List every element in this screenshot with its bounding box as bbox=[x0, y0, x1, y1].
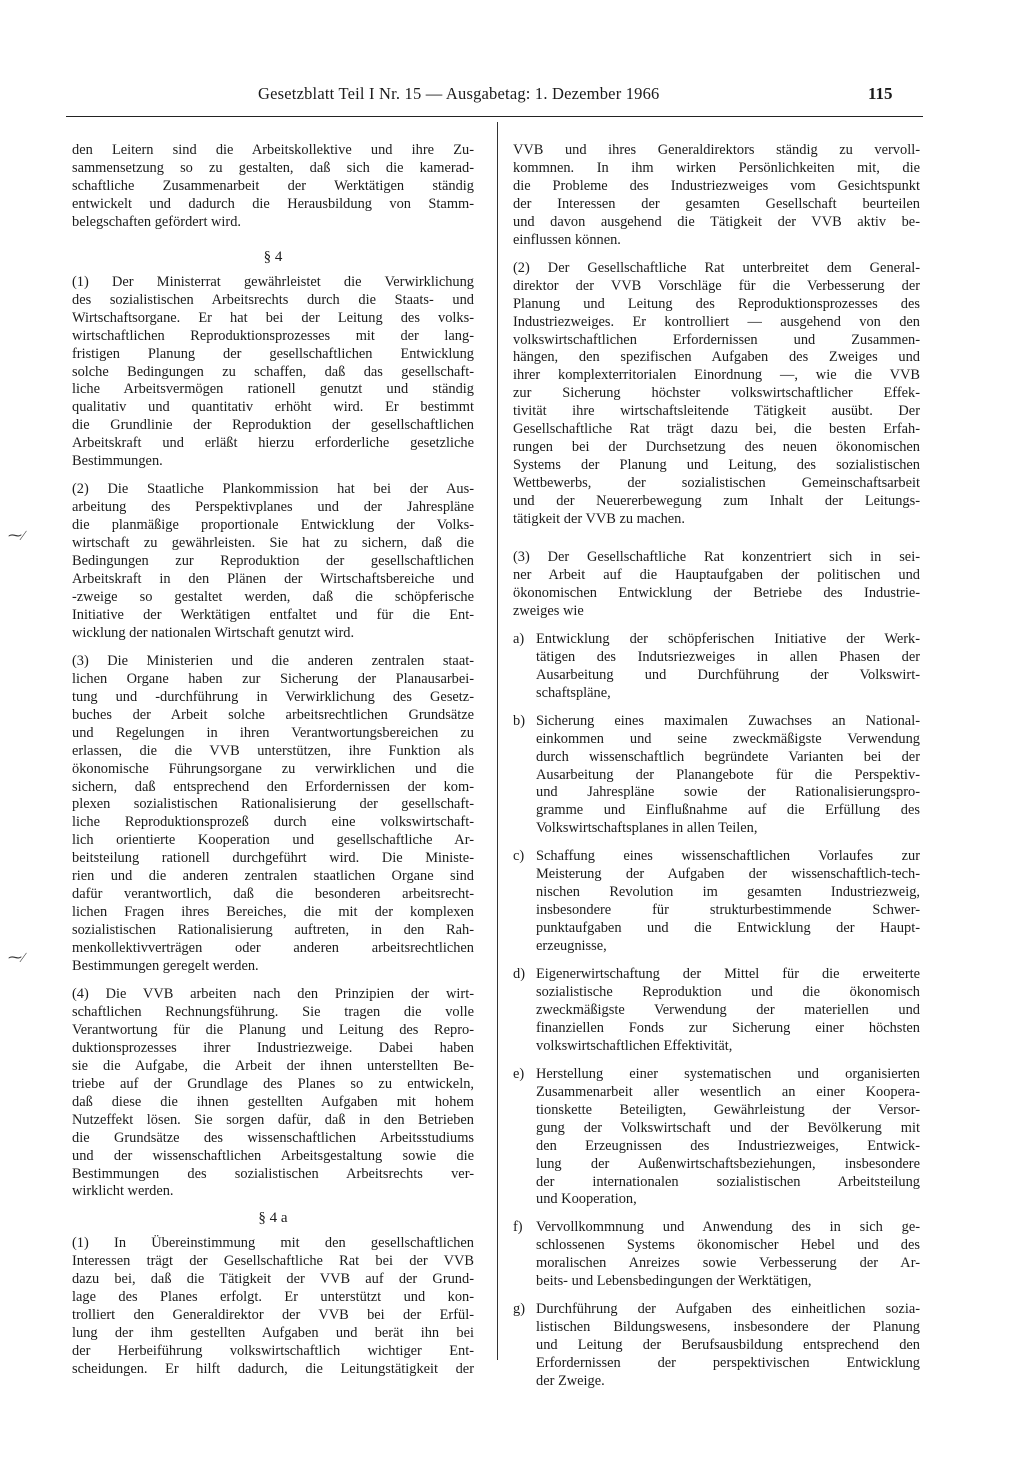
text-line: und Kooperation, bbox=[536, 1191, 637, 1208]
paragraph-4a-1-continued bbox=[513, 142, 920, 250]
text-line: direktor der VVB Vorschläge für die Verbesserung der bbox=[513, 277, 920, 294]
text-line: erlassen, die die VVB unterstützen, ihre Funktion als bbox=[72, 742, 474, 759]
paragraph-4a-2 bbox=[513, 260, 920, 529]
list-item bbox=[513, 1066, 920, 1210]
text-line: lichen Organe haben zur Sicherung der Planausarbei- bbox=[72, 670, 474, 687]
text-line: tung und -durchführung in Verwirklichung des Gesetz- bbox=[72, 688, 474, 705]
list-item bbox=[513, 1301, 920, 1391]
text-line: erzeugnisse, bbox=[536, 938, 607, 955]
text-line: lichen Fragen ihres Bereiches, die mit der komplexen bbox=[72, 904, 474, 921]
left-column bbox=[72, 142, 474, 1379]
text-line: rungen bei der Durchsetzung des neuen ökonomischen bbox=[513, 439, 920, 456]
text-line: dafür verantwortlich, daß die besonderen arbeitsrecht- bbox=[72, 886, 474, 903]
text-line: wirtschaft zu gewährleisten. Sie hat zu sichern, daß die bbox=[72, 535, 474, 552]
paragraph-4a-1 bbox=[72, 1235, 474, 1379]
text-line: gung der Volkswirtschaft und der Bevölkerung mit bbox=[536, 1119, 920, 1136]
text-line: Erfordernissen der perspektivischen Entwicklung bbox=[536, 1355, 920, 1372]
text-line: Bestimmungen des sozialistischen Arbeitsrechts ver- bbox=[72, 1165, 474, 1182]
text-line: Nutzeffekt lösen. Sie sorgen dafür, daß in den Betrieben bbox=[72, 1111, 474, 1128]
text-line: Herstellung einer systematischen und organisierten bbox=[536, 1065, 920, 1082]
text-line: und davon ausgehend die Tätigkeit der VVB aktiv be- bbox=[513, 213, 920, 230]
text-line: durch wissenschaftlich begründete Varianten bei der bbox=[536, 748, 920, 765]
list-item-label: g) bbox=[513, 1301, 525, 1318]
page-number: 115 bbox=[868, 84, 893, 103]
list-item-text bbox=[536, 848, 920, 956]
text-line: (1) Der Ministerrat gewährleistet die Verwirklichung bbox=[72, 273, 474, 290]
text-line: tionskette Beteiligten, Gewährleistung der Versor- bbox=[536, 1101, 920, 1118]
text-line: einflussen können. bbox=[513, 231, 621, 248]
text-line: zur Sicherung höchster volkswirtschaftlicher Effek- bbox=[513, 385, 920, 402]
text-line: der Herbeiführung volkswirtschaftlich wichtiger Ent- bbox=[72, 1343, 474, 1360]
list-item bbox=[513, 848, 920, 956]
text-line: ner Arbeit auf die Hauptaufgaben der politischen und bbox=[513, 566, 920, 583]
text-line: entwickelt und dadurch die Herausbildung von Stamm- bbox=[72, 195, 474, 212]
text-line: VVB und ihres Generaldirektors ständig zu vervoll- bbox=[513, 142, 920, 158]
text-line: Initiative der Werktätigen entfaltet und für die Ent- bbox=[72, 606, 474, 623]
right-column bbox=[513, 142, 920, 1391]
text-line: und der Neuererbewegung zum Inhalt der Leitungs- bbox=[513, 493, 920, 510]
text-line: einkommen und seine zweckmäßigste Verwendung bbox=[536, 730, 920, 747]
text-line: Ausarbeitung und Durchführung der Volkswirt- bbox=[536, 666, 920, 683]
header-rule bbox=[66, 116, 923, 117]
list-item-text bbox=[536, 713, 920, 839]
text-line: gramme und Einflußnahme auf die Erfüllung des bbox=[536, 802, 920, 819]
text-line: des sozialistischen Arbeitsrechts durch die Staats- und bbox=[72, 291, 474, 308]
text-line: tätigkeit der VVB zu machen. bbox=[513, 511, 685, 528]
text-line: plexen sozialistischen Rationalisierung der gesellschaft- bbox=[72, 796, 474, 813]
list-item-label: d) bbox=[513, 966, 525, 983]
list-item-text bbox=[536, 1066, 920, 1210]
text-line: Ausarbeitung der Planangebote für die Perspektiv- bbox=[536, 766, 920, 783]
list-item-label: e) bbox=[513, 1065, 525, 1082]
text-line: Bestimmungen. bbox=[72, 453, 163, 470]
list-item bbox=[513, 713, 920, 839]
text-line: Interessen trägt der Gesellschaftliche Rat bei der VVB bbox=[72, 1253, 474, 1270]
text-line: den Leitern sind die Arbeitskollektive und ihre Zu- bbox=[72, 142, 474, 158]
text-line: Vervollkommnung und Anwendung des in sich ge- bbox=[536, 1219, 920, 1236]
text-line: trolliert den Generaldirektor der VVB bei der Erfül- bbox=[72, 1307, 474, 1324]
text-line: Industriezweiges. Er kontrolliert — ausgehend von den bbox=[513, 313, 920, 330]
text-line: schaftspläne, bbox=[536, 684, 611, 701]
text-line: und der wissenschaftlichen Arbeitsgestaltung sowie die bbox=[72, 1147, 474, 1164]
text-line: (3) Die Ministerien und die anderen zentralen staat- bbox=[72, 652, 474, 669]
text-line: ökonomische Führungsorgane zu verwirklichen und die bbox=[72, 760, 474, 777]
text-line: (2) Die Staatliche Plankommission hat bei der Aus- bbox=[72, 481, 474, 498]
text-line: punktaufgaben und die Entwicklung der Haupt- bbox=[536, 920, 920, 937]
text-line: Bestimmungen geregelt werden. bbox=[72, 958, 259, 975]
paragraph-4a-3 bbox=[513, 549, 920, 621]
text-line: menkollektivverträgen oder anderen arbeitsrechtlichen bbox=[72, 940, 474, 957]
text-line: sammensetzung so zu gestalten, daß sich die kamerad- bbox=[72, 159, 474, 176]
text-line: -zweige so gestaltet werden, daß die schöpferische bbox=[72, 588, 474, 605]
text-line: (1) In Übereinstimmung mit den gesellschaftlichen bbox=[72, 1235, 474, 1252]
text-line: und Leitung der Berufsausbildung entsprechend den bbox=[536, 1337, 920, 1354]
text-line: tivität ihre wirtschaftsleitende Tätigkeit ausübt. Der bbox=[513, 403, 920, 420]
text-line: buches der Arbeit solche arbeitsrechtlichen Grundsätze bbox=[72, 706, 474, 723]
text-line: schaftliche Zusammenarbeit der Werktätigen ständig bbox=[72, 177, 474, 194]
text-line: qualitativ und quantitativ erhöht wird. Er bestimmt bbox=[72, 399, 474, 416]
text-line: arbeitung des Perspektivplanes und der Jahrespläne bbox=[72, 499, 474, 516]
text-line: lung der Außenwirtschaftsbeziehungen, insbesondere bbox=[536, 1155, 920, 1172]
text-line: die Grundlinie der Reproduktion der gesellschaftlichen bbox=[72, 417, 474, 434]
text-line: zweckmäßigste Verwendung der materiellen und bbox=[536, 1001, 920, 1018]
text-line: fristigen Planung der gesellschaftlichen Entwicklung bbox=[72, 345, 474, 362]
text-line: Arbeitskraft in den Plänen der Wirtschaftsbereiche und bbox=[72, 571, 474, 588]
column-divider bbox=[497, 122, 498, 1360]
text-line: Systems der Planung und Leitung, des sozialistischen bbox=[513, 457, 920, 474]
text-line: Meisterung der Aufgaben der wissenschaftlich-tech- bbox=[536, 866, 920, 883]
text-line: und Jahrespläne sowie der Rationalisierungspro- bbox=[536, 784, 920, 801]
paragraph-4-1 bbox=[72, 274, 474, 471]
list-item-label: c) bbox=[513, 848, 525, 865]
list-item-label: f) bbox=[513, 1219, 523, 1236]
text-line: moralischen Anreizes sowie Verbesserung der Ar- bbox=[536, 1255, 920, 1272]
section-heading-4a: § 4 a bbox=[258, 1210, 288, 1227]
text-line: finanziellen Fonds zur Sicherung einer höchsten bbox=[536, 1019, 920, 1036]
list-item-text bbox=[536, 631, 920, 703]
text-line: Wirtschaftsorgane. Er hat bei der Leitung des volks- bbox=[72, 309, 474, 326]
text-line: die Probleme des Industriezweiges vom Gesichtspunkt bbox=[513, 177, 920, 194]
paragraph-4-4 bbox=[72, 986, 474, 1201]
text-line: Wettbewerbs, der sozialistischen Gemeinschaftsarbeit bbox=[513, 475, 920, 492]
text-line: duktionsprozesses ihrer Industriezweige. Dabei haben bbox=[72, 1039, 474, 1056]
text-line: sozialistische Reproduktion und die ökonomisch bbox=[536, 983, 920, 1000]
text-line: belegschaften gefördert wird. bbox=[72, 213, 242, 230]
text-line: lich orientierte Kooperation und gesellschaftliche Ar- bbox=[72, 832, 474, 849]
intro-paragraph bbox=[72, 142, 474, 232]
text-line: nischen Revolution im gesamten Industriezweig, bbox=[536, 884, 920, 901]
text-line: sie die Aufgabe, die Arbeit der ihnen unterstellten Be- bbox=[72, 1057, 474, 1074]
text-line: Sicherung eines maximalen Zuwachses an National- bbox=[536, 712, 920, 729]
text-line: schlossenen Systems ökonomischer Hebel und des bbox=[536, 1237, 920, 1254]
section-heading-4: § 4 bbox=[263, 248, 283, 265]
text-line: sozialistischen Rationalisierung auftreten, in den Rah- bbox=[72, 922, 474, 939]
text-line: Verantwortung für die Planung und Leitung des Repro- bbox=[72, 1021, 474, 1038]
margin-mark: ⁓∕ bbox=[8, 529, 25, 544]
text-line: der internationalen sozialistischen Arbeitsteilung bbox=[536, 1173, 920, 1190]
list-item-text bbox=[536, 966, 920, 1056]
text-line: sichern, daß entsprechend den Erfordernissen der kom- bbox=[72, 778, 474, 795]
text-line: (2) Der Gesellschaftliche Rat unterbreitet dem General- bbox=[513, 259, 920, 276]
text-line: tätigen des Indutsriezweiges in allen Phasen der bbox=[536, 648, 920, 665]
text-line: Eigenerwirtschaftung der Mittel für die erweiterte bbox=[536, 966, 920, 983]
list-item bbox=[513, 1219, 920, 1291]
text-line: hängen, den spezifischen Aufgaben des Zweiges und bbox=[513, 349, 920, 366]
text-line: lage des Planes erfolgt. Er unterstützt und kon- bbox=[72, 1289, 474, 1306]
text-line: wicklung der nationalen Wirtschaft genutzt wird. bbox=[72, 624, 355, 641]
text-line: listischen Bildungswesens, insbesondere der Planung bbox=[536, 1319, 920, 1336]
text-line: ökonomischen Entwicklung der Betriebe des Industrie- bbox=[513, 584, 920, 601]
text-line: Durchführung der Aufgaben des einheitlichen sozia- bbox=[536, 1301, 920, 1318]
text-line: (3) Der Gesellschaftliche Rat konzentriert sich in sei- bbox=[513, 549, 920, 566]
paragraph-4-2 bbox=[72, 481, 474, 643]
text-line: Arbeitskraft und erläßt hierzu erforderliche gesetzliche bbox=[72, 435, 474, 452]
text-line: scheidungen. Er hilft dadurch, die Leitungstätigkeit der bbox=[72, 1361, 474, 1378]
text-line: volkswirtschaftlichen Effektivität, bbox=[536, 1037, 733, 1054]
text-line: dazu bei, daß die Tätigkeit der VVB auf der Grund- bbox=[72, 1271, 474, 1288]
text-line: der Interessen der gesamten Gesellschaft beurteilen bbox=[513, 195, 920, 212]
text-line: schaftlichen Rechnungsführung. Sie tragen die volle bbox=[72, 1003, 474, 1020]
text-line: liche Reproduktionsprozeß durch eine volkswirtschaft- bbox=[72, 814, 474, 831]
text-line: beitsteilung rationell durchgeführt wird. Die Ministe- bbox=[72, 850, 474, 867]
list-item-label: a) bbox=[513, 630, 525, 647]
text-line: den Erzeugnissen des Industriezweiges, Entwick- bbox=[536, 1137, 920, 1154]
text-line: kommnen. In ihm wirken Persönlichkeiten mit, die bbox=[513, 159, 920, 176]
text-line: Entwicklung der schöpferischen Initiative der Werk- bbox=[536, 630, 920, 647]
text-line: zweiges wie bbox=[513, 602, 584, 619]
text-line: Schaffung eines wissenschaftlichen Vorlaufes zur bbox=[536, 848, 920, 865]
text-line: liche Arbeitsvermögen rationell genutzt und ständig bbox=[72, 381, 474, 398]
page-header-title: Gesetzblatt Teil I Nr. 15 — Ausgabetag: 1. Dezember 1966 bbox=[258, 84, 660, 103]
text-line: beits- und Lebensbedingungen der Werktätigen, bbox=[536, 1273, 812, 1290]
paragraph-4-3 bbox=[72, 653, 474, 976]
list-item-text bbox=[536, 1219, 920, 1291]
text-line: Planung und Leitung des Reproduktionsprozesses des bbox=[513, 295, 920, 312]
text-line: wirklicht werden. bbox=[72, 1183, 174, 1200]
enumerated-list bbox=[513, 631, 920, 1391]
text-line: rien und die anderen zentralen staatlichen Organe sind bbox=[72, 868, 474, 885]
text-line: triebe auf der Grundlage des Planes so zu entwickeln, bbox=[72, 1075, 474, 1092]
margin-mark: ⁓∕ bbox=[8, 951, 25, 966]
text-line: Bedingungen zur Reproduktion der gesellschaftlichen bbox=[72, 553, 474, 570]
text-line: daß diese die ihnen gestellten Aufgaben mit hohem bbox=[72, 1093, 474, 1110]
text-line: ihrer komplexterritorialen Einordnung —, wie die VVB bbox=[513, 367, 920, 384]
text-line: der Zweige. bbox=[536, 1373, 605, 1390]
text-line: Zusammenarbeit aller wesentlich an einer Koopera- bbox=[536, 1083, 920, 1100]
text-line: Volkswirtschaftsplanes in allen Teilen, bbox=[536, 820, 758, 837]
list-item-label: b) bbox=[513, 712, 525, 729]
text-line: Gesellschaftliche Rat trägt dazu bei, die besten Erfah- bbox=[513, 421, 920, 438]
text-line: die Grundsätze des wissenschaftlichen Arbeitsstudiums bbox=[72, 1129, 474, 1146]
list-item bbox=[513, 966, 920, 1056]
text-line: volkswirtschaftlichen Erfordernissen und Zusammen- bbox=[513, 331, 920, 348]
text-line: insbesondere für strukturbestimmende Schwer- bbox=[536, 902, 920, 919]
text-line: lung der ihm gestellten Aufgaben und berät ihn bei bbox=[72, 1325, 474, 1342]
list-item bbox=[513, 631, 920, 703]
text-line: die planmäßige proportionale Entwicklung der Volks- bbox=[72, 517, 474, 534]
text-line: und Regelungen in ihren Verantwortungsbereichen zu bbox=[72, 724, 474, 741]
text-line: wirtschaftlichen Reproduktionsprozesses mit der lang- bbox=[72, 327, 474, 344]
text-line: (4) Die VVB arbeiten nach den Prinzipien der wirt- bbox=[72, 985, 474, 1002]
list-item-text bbox=[536, 1301, 920, 1391]
text-line: solche Bedingungen zu schaffen, daß das gesellschaft- bbox=[72, 363, 474, 380]
